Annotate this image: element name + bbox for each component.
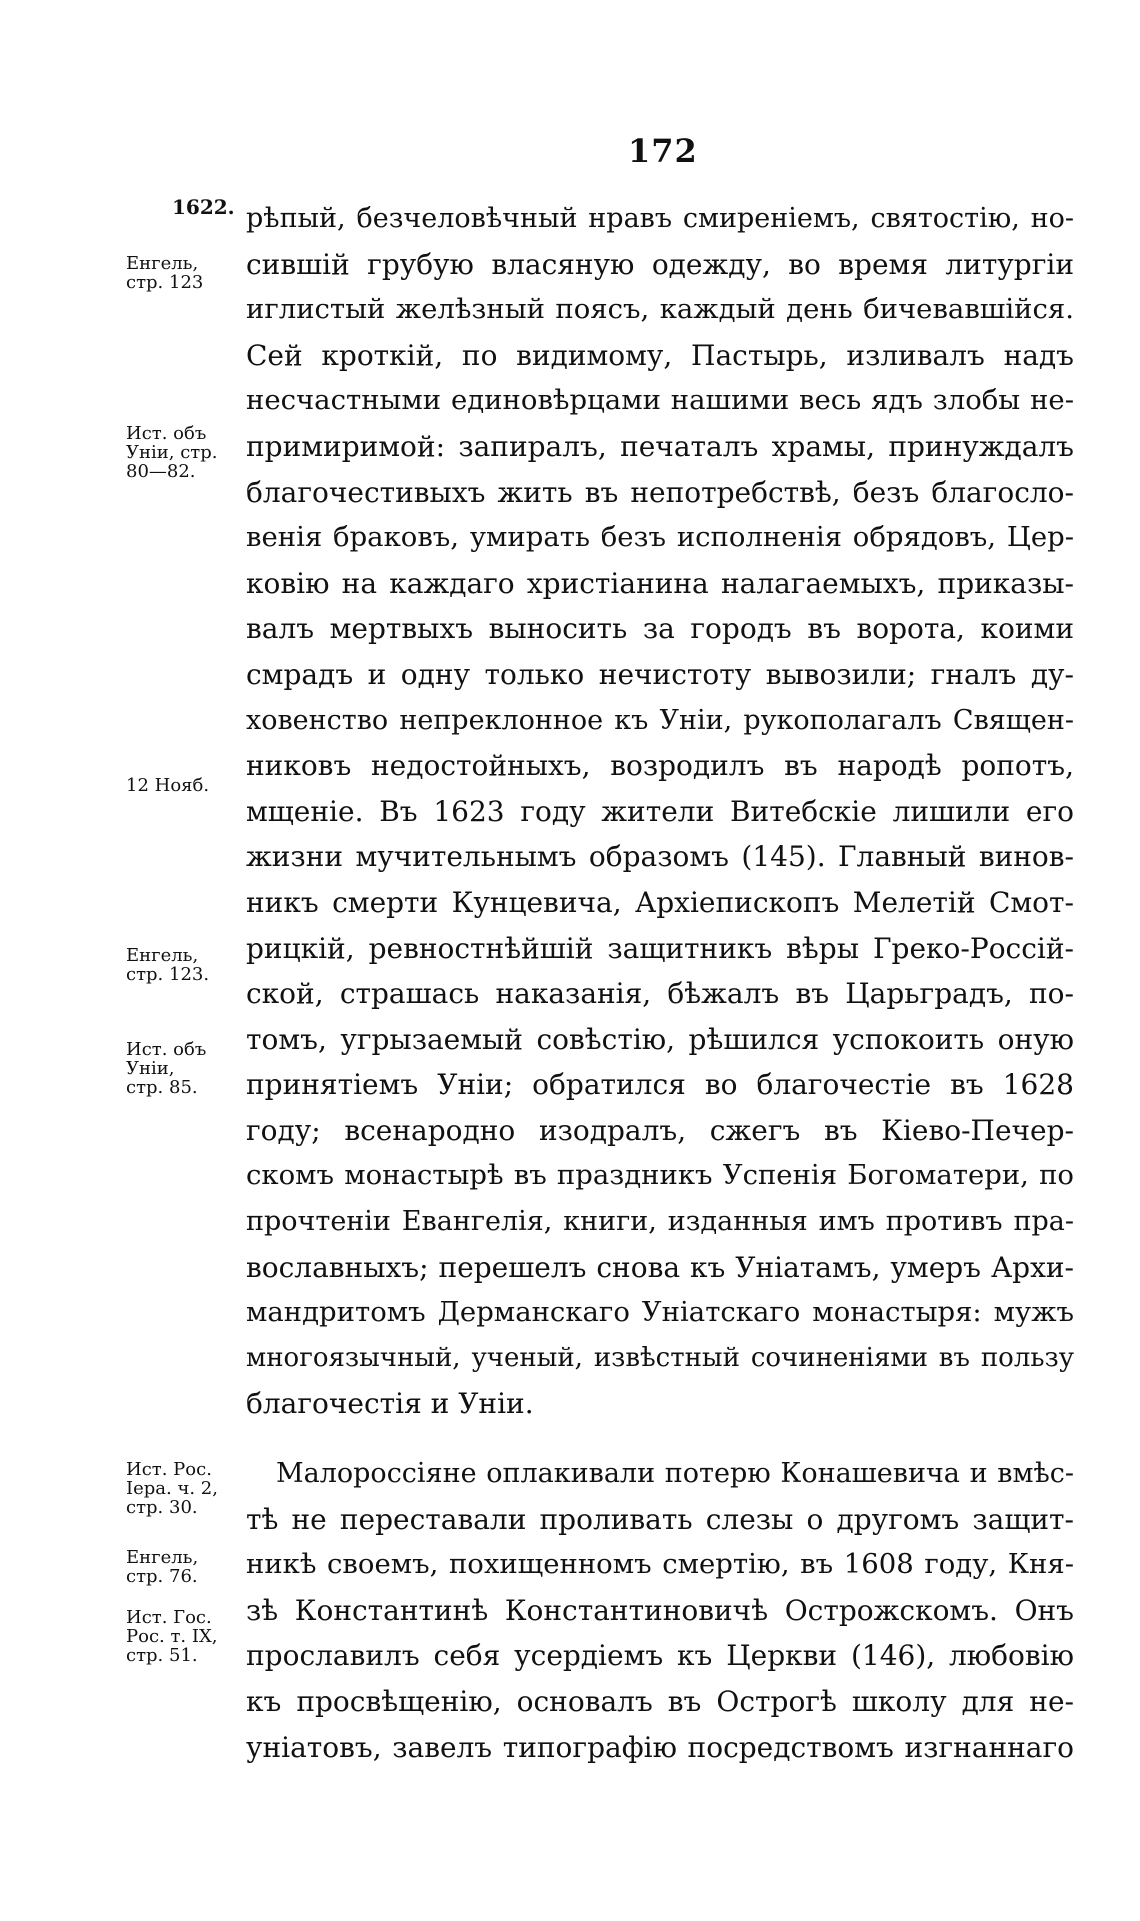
margin-note-line: стр. 30. [126,1497,198,1518]
paragraph-2 [246,1451,1074,1770]
margin-note-nov-12 [126,776,246,795]
text-line: многоязычный, ученый, извѣстный сочиненіями въ пользу [246,1342,1074,1373]
text-line: никъ смерти Кунцевича, Архіепископъ Мелетій Смот- [246,885,1074,919]
margin-note-line: Рос. т. IX, [126,1626,218,1647]
text-line: ховенство непреклонное къ Уніи, рукополагалъ Священ- [246,704,1074,736]
text-line: вославныхъ; перешелъ снова къ Уніатамъ, умеръ Архи- [246,1250,1074,1284]
text-line: валъ мертвыхъ выносить за городъ въ ворота, коими [246,612,1074,646]
text-line: жизни мучительнымъ образомъ (145). Главный винов- [246,840,1074,874]
text-line: тѣ не переставали проливать слезы о другомъ защит- [246,1502,1074,1536]
text-line: Сей кроткій, по видимому, Пастырь, изливалъ надъ [246,338,1074,372]
text-line: венія браковъ, умирать безъ исполненія обрядовъ, Цер- [246,521,1074,554]
margin-note-line: стр. 85. [126,1077,198,1098]
text-line: никовъ недостойныхъ, возродилъ въ народѣ ропотъ, [246,749,1074,783]
margin-note-line: Ист. объ [126,1039,207,1060]
text-line: благочестивыхъ жить въ непотребствѣ, безъ благосло- [246,475,1074,509]
margin-note-line: 1622. [172,195,235,219]
margin-note-engel-123-b [126,946,246,984]
text-line: скомъ монастырѣ въ праздникъ Успенія Богоматери, по [246,1159,1074,1192]
margin-note-line: Уніи, стр. [126,442,218,463]
text-line: прославилъ себя усердіемъ къ Церкви (146), любовію [246,1639,1074,1673]
margin-note-line: Енгель, [126,945,199,966]
text-line: рицкій, ревностнѣйшій защитникъ вѣры Греко-Россій- [246,931,1074,965]
margin-note-line: Енгель, [126,253,199,274]
text-line: ской, страшась наказанія, бѣжалъ въ Царьградъ, по- [246,977,1074,1011]
text-line: иглистый желѣзный поясъ, каждый день бичевавшійся. [246,293,1074,326]
text-line: благочестія и Уніи. [246,1387,534,1421]
margin-note-ist-unii-80-82 [126,424,246,481]
text-line: томъ, угрызаемый совѣстію, рѣшился успокоить оную [246,1022,1074,1056]
text-line: примиримой: запиралъ, печаталъ храмы, принуждалъ [246,429,1074,463]
text-line: рѣпый, безчеловѣчный нравъ смиреніемъ, святостію, но- [246,203,1074,234]
text-line: ковію на каждаго христіанина налагаемыхъ, приказы- [246,566,1074,600]
margin-note-line: стр. 51. [126,1645,198,1666]
margin-note-ist-ros-iera [126,1460,246,1517]
margin-note-line: Ист. объ [126,423,207,444]
margin-note-line: 12 Нояб. [126,775,210,796]
text-line: Малороссіяне оплакивали потерю Конашевича и вмѣс- [276,1458,1074,1490]
margin-note-ist-gos-ros [126,1608,246,1665]
margin-note-line: Енгель, [126,1547,199,1568]
text-line: мандритомъ Дерманскаго Уніатскаго монастыря: мужъ [246,1296,1074,1329]
text-line: никѣ своемъ, похищенномъ смертію, въ 1608 году, Кня- [246,1548,1074,1581]
text-line: къ просвѣщенію, основалъ въ Острогѣ школу для не- [246,1685,1074,1718]
margin-note-line: стр. 76. [126,1566,198,1587]
margin-note-engel-76 [126,1548,246,1586]
text-line: смрадъ и одну только нечистоту вывозили; гналъ ду- [246,657,1074,691]
text-line: сившій грубую власяную одежду, во время литургіи [246,247,1074,281]
margin-note-line: стр. 123 [126,272,204,293]
text-line: прочтеніи Евангелія, книги, изданныя имъ противъ пра- [246,1206,1074,1238]
margin-note-line: 80—82. [126,461,196,482]
text-line: году; всенародно изодралъ, сжегъ въ Кіево-Печер- [246,1113,1074,1147]
text-line: мщеніе. Въ 1623 году жители Витебскіе лишили его [246,794,1074,828]
margin-note-line: Іера. ч. 2, [126,1478,218,1499]
margin-note-ist-unii-85 [126,1040,246,1097]
margin-note-line: Ист. Гос. [126,1607,212,1628]
margin-note-line: Уніи, [126,1058,175,1079]
text-line: зѣ Константинѣ Константиновичѣ Острожскомъ. Онъ [246,1593,1074,1627]
page-number: 172 [628,132,698,170]
margin-note-line: стр. 123. [126,964,210,985]
body-text [246,196,1074,1770]
margin-note-line: Ист. Рос. [126,1459,212,1480]
text-line: уніатовъ, завелъ типографію посредствомъ изгнаннаго [246,1730,1074,1764]
text-line: несчастными единовѣрцами нашими весь ядъ злобы не- [246,384,1074,417]
paragraph-1 [246,196,1074,1427]
margin-note-engel-123 [126,254,246,292]
paragraph-gap [246,1427,1074,1451]
text-line: принятіемъ Уніи; обратился во благочестіе въ 1628 [246,1068,1074,1102]
